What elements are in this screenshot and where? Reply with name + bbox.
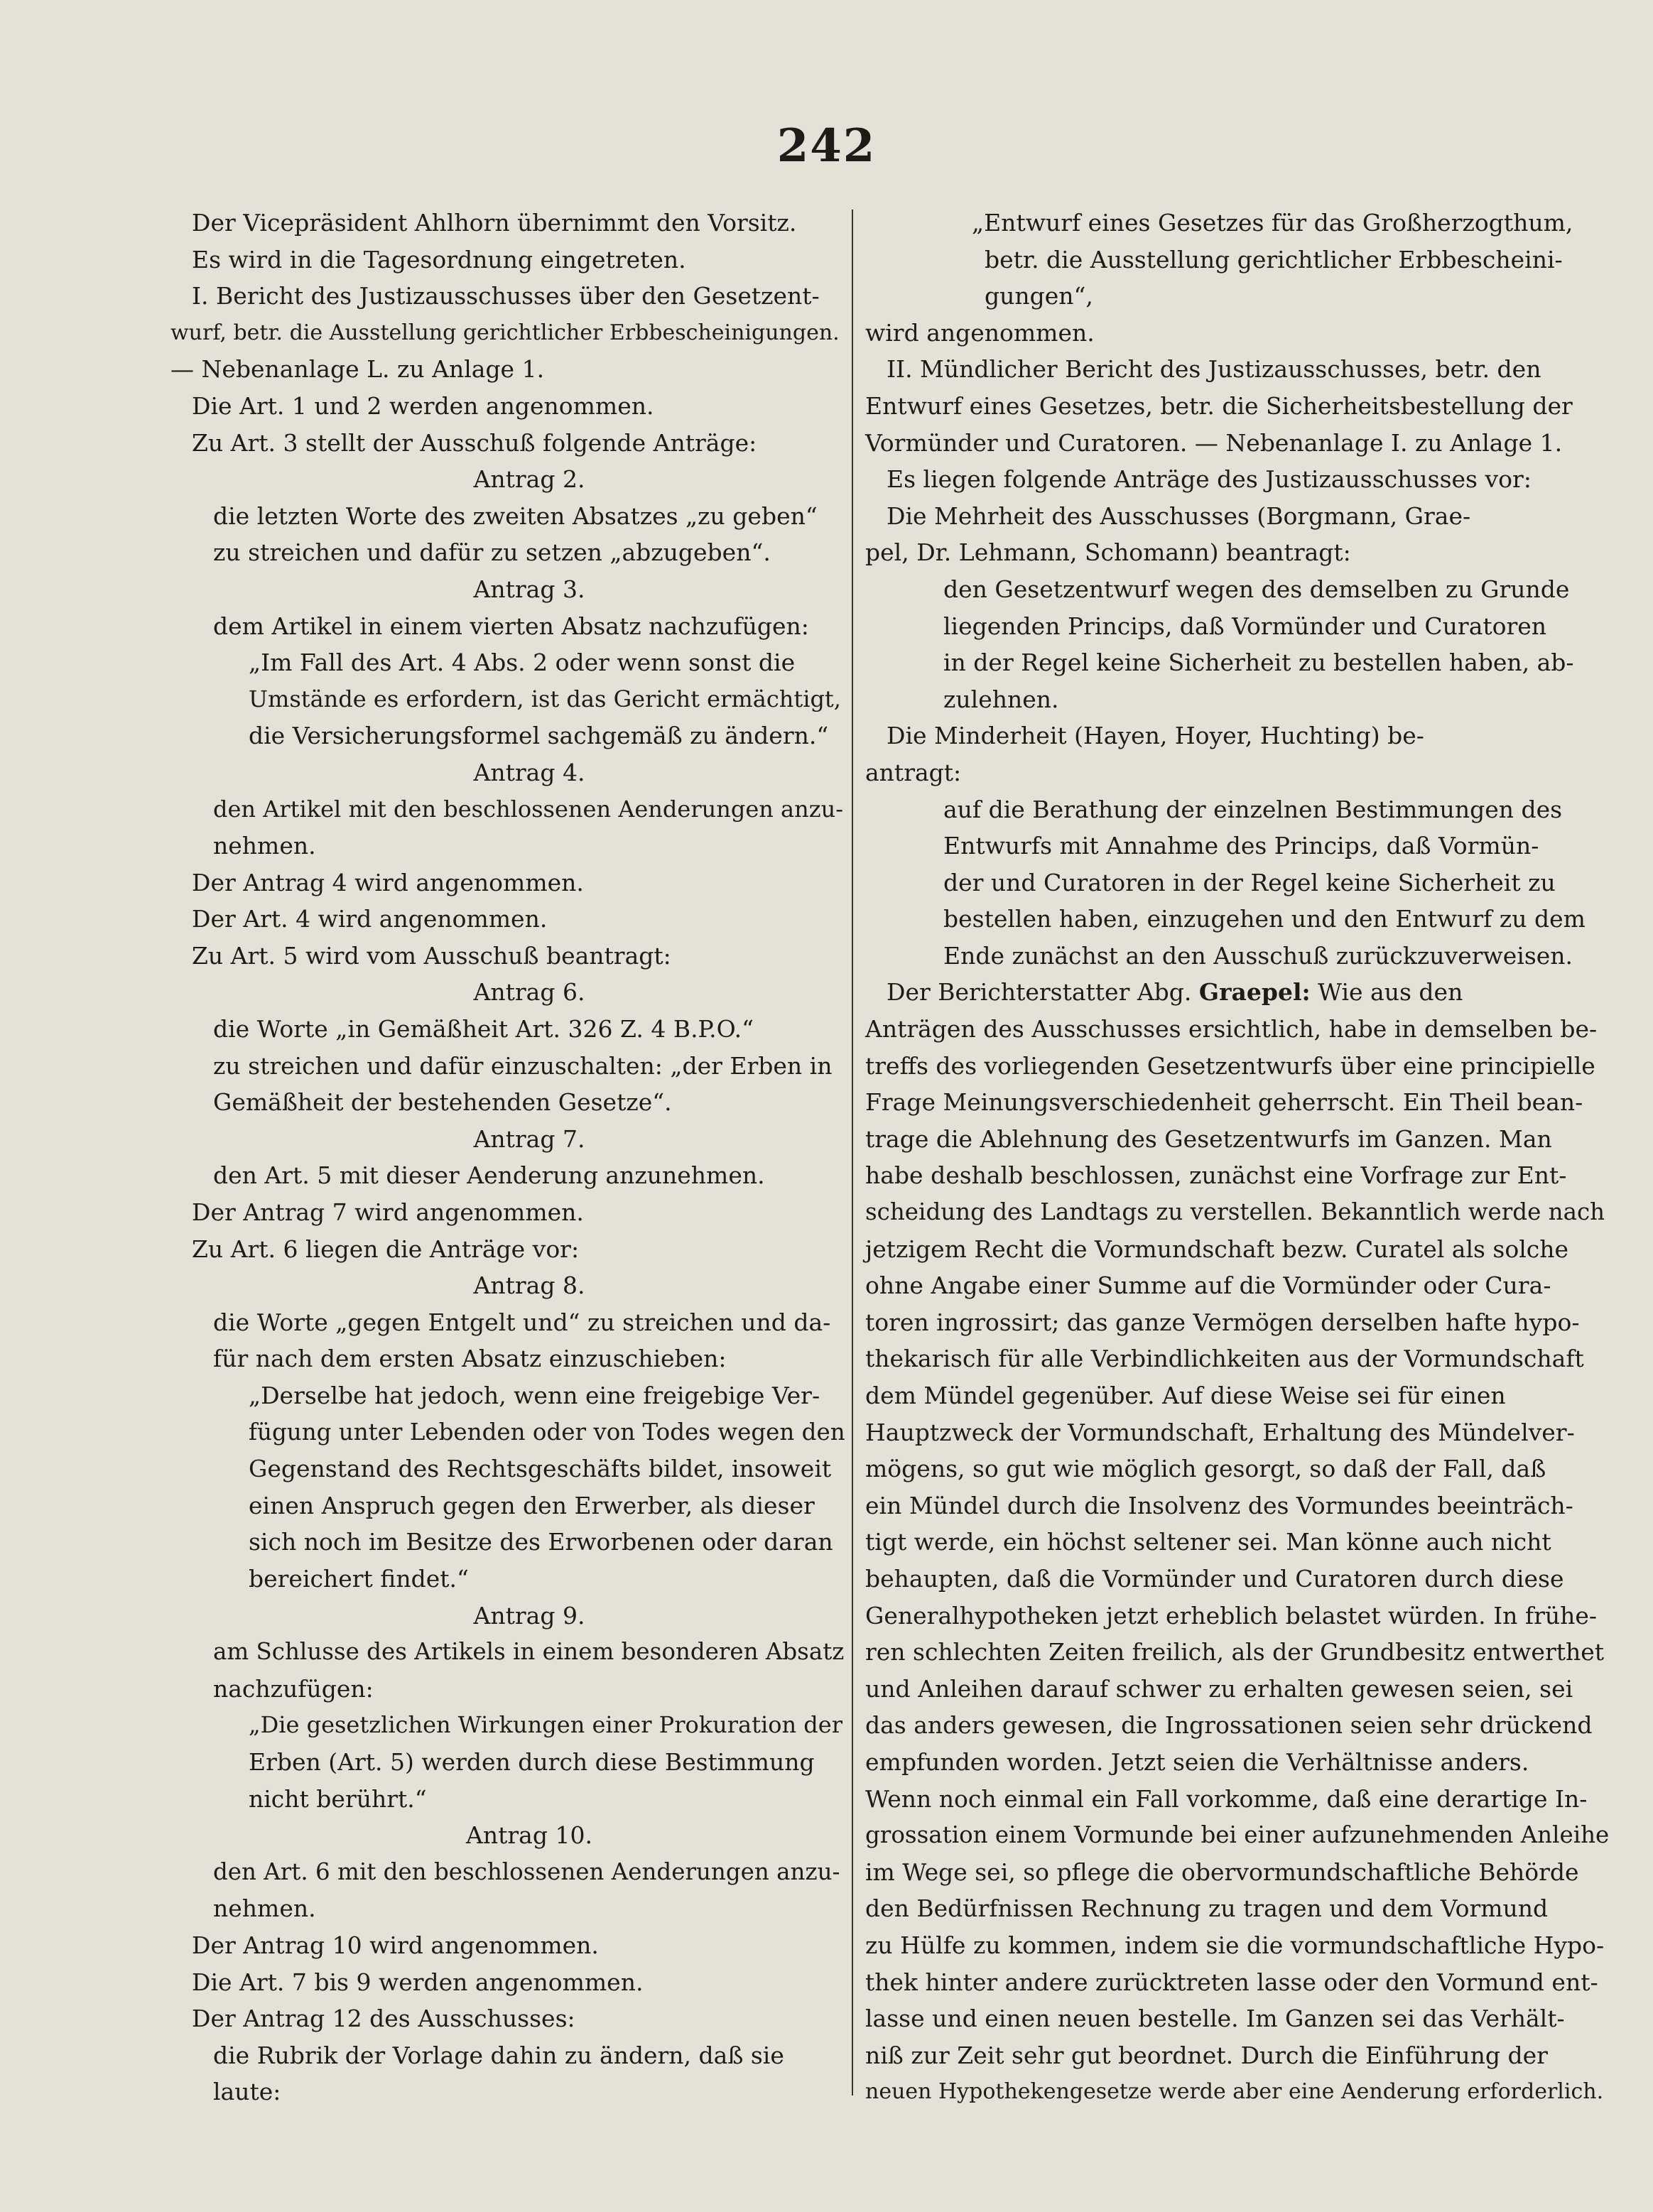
right-column-line: antragt: [865,758,962,786]
page-number: 242 [776,119,877,173]
right-column-line: und Anleihen darauf schwer zu erhalten gewesen seien, sei [865,1674,1573,1703]
left-column-line: die Worte „gegen Entgelt und“ zu streichen und da- [213,1308,831,1336]
left-column-line: Antrag 3. [473,575,585,603]
left-column-line: zu streichen und dafür einzuschalten: „der Erben in [213,1051,833,1080]
right-column-line: auf die Berathung der einzelnen Bestimmungen des [943,795,1563,823]
left-column-line: „Derselbe hat jedoch, wenn eine freigebige Ver- [249,1382,820,1409]
speaker-name: Graepel: [1198,978,1311,1007]
left-column-line: Gegenstand des Rechtsgeschäfts bildet, insoweit [249,1455,832,1483]
left-column-line: Der Vicepräsident Ahlhorn übernimmt den Vorsitz. [192,209,797,237]
left-column-line: die letzten Worte des zweiten Absatzes „zu geben“ [213,502,818,530]
right-column-line: thekarisch für alle Verbindlichkeiten aus der Vormundschaft [865,1345,1584,1373]
right-column-line: Generalhypotheken jetzt erheblich belastet würden. In frühe- [865,1601,1598,1630]
left-column-line: laute: [213,2078,281,2106]
right-column-line: thek hinter andere zurücktreten lasse oder den Vormund ent- [865,1968,1598,1996]
left-column-line: fügung unter Lebenden oder von Todes wegen den [249,1418,845,1446]
left-column-line: Antrag 7. [473,1124,585,1153]
right-column-line: im Wege sei, so pflege die obervormundschaftliche Behörde [865,1858,1579,1886]
right-column-line: ein Mündel durch die Insolvenz des Vormundes beeinträch- [865,1491,1573,1519]
left-column-line: Zu Art. 6 liegen die Anträge vor: [192,1235,580,1263]
right-column-line: in der Regel keine Sicherheit zu bestellen haben, ab- [943,649,1574,677]
left-column-line: Der Antrag 4 wird angenommen. [192,868,584,896]
left-column-line: die Versicherungsformel sachgemäß zu ändern.“ [249,722,829,750]
right-column-line: grossation einem Vormunde bei einer aufzunehmenden Anleihe [865,1821,1610,1849]
right-column-line: liegenden Princips, daß Vormünder und Curatoren [943,612,1547,640]
right-column-line: Ende zunächst an den Ausschuß zurückzuverweisen. [943,941,1573,970]
left-column-line: am Schlusse des Artikels in einem besonderen Absatz [213,1638,845,1666]
right-column-line: II. Mündlicher Bericht des Justizausschusses, betr. den [887,355,1541,384]
right-column-line: der und Curatoren in der Regel keine Sicherheit zu [943,868,1556,896]
left-column-line: Antrag 2. [473,465,585,494]
right-column-line: wird angenommen. [865,318,1095,347]
right-column-line: toren ingrossirt; das ganze Vermögen derselben hafte hypo- [865,1308,1580,1336]
left-column-line: Der Art. 4 wird angenommen. [192,905,548,933]
right-column-line: Anträgen des Ausschusses ersichtlich, habe in demselben be- [865,1015,1598,1043]
left-column-line: Antrag 6. [473,978,585,1007]
column-divider [852,210,853,2096]
right-column-line: den Bedürfnissen Rechnung zu tragen und dem Vormund [865,1894,1549,1923]
right-column-line: pel, Dr. Lehmann, Schomann) beantragt: [865,538,1351,567]
right-column-line: zulehnen. [943,685,1059,713]
right-column-line: dem Mündel gegenüber. Auf diese Weise sei für einen [865,1382,1506,1409]
right-column-line: Wenn noch einmal ein Fall vorkomme, daß eine derartige In- [865,1784,1588,1813]
right-column-line: Entwurf eines Gesetzes, betr. die Sicherheitsbestellung der [865,391,1573,420]
left-column-line: dem Artikel in einem vierten Absatz nachzufügen: [213,612,809,640]
right-column-line: Der Berichterstatter Abg. Graepel: Wie aus den [887,978,1463,1007]
left-column-line: Umstände es erfordern, ist das Gericht ermächtigt, [249,685,841,712]
right-column-line: tigt werde, ein höchst seltener sei. Man könne auch nicht [865,1528,1551,1556]
left-column-line: Die Art. 7 bis 9 werden angenommen. [192,1968,644,1996]
right-column-line: neuen Hypothekengesetze werde aber eine Aenderung erforderlich. [865,2079,1604,2105]
right-column-line: lasse und einen neuen bestelle. Im Ganzen sei das Verhält- [865,2005,1565,2033]
right-column-line: habe deshalb beschlossen, zunächst eine Vorfrage zur Ent- [865,1161,1567,1190]
right-column-line: Die Minderheit (Hayen, Hoyer, Huchting) be- [887,722,1424,750]
left-column-line: Der Antrag 12 des Ausschusses: [192,2005,575,2033]
left-column-line: Zu Art. 5 wird vom Ausschuß beantragt: [192,941,671,970]
right-column-line: ohne Angabe einer Summe auf die Vormünder oder Cura- [865,1272,1551,1300]
right-column-line: den Gesetzentwurf wegen des demselben zu Grunde [943,575,1570,603]
left-column-line: den Art. 5 mit dieser Aenderung anzunehmen. [213,1161,765,1190]
right-column-line: mögens, so gut wie möglich gesorgt, so daß der Fall, daß [865,1455,1546,1483]
left-column-line: sich noch im Besitze des Erworbenen oder daran [249,1528,833,1556]
left-column-line: Zu Art. 3 stellt der Ausschuß folgende Anträge: [192,428,757,457]
left-column-line: nehmen. [213,832,316,860]
left-column-line: einen Anspruch gegen den Erwerber, als dieser [249,1491,815,1519]
left-column [170,205,845,2110]
right-column-line: Es liegen folgende Anträge des Justizausschusses vor: [887,465,1532,494]
right-column-line: betr. die Ausstellung gerichtlicher Erbbescheini- [985,245,1563,273]
right-column-line: das anders gewesen, die Ingrossationen seien sehr drückend [865,1711,1593,1740]
right-column-line: trage die Ablehnung des Gesetzentwurfs im Ganzen. Man [865,1124,1552,1153]
left-column-line: die Worte „in Gemäßheit Art. 326 Z. 4 B.P.O.“ [213,1015,754,1043]
right-column-line: jetzigem Recht die Vormundschaft bezw. Curatel als solche [865,1235,1569,1263]
left-column-line: Antrag 8. [473,1272,585,1300]
right-column-line: Vormünder und Curatoren. — Nebenanlage I. zu Anlage 1. [865,428,1563,457]
right-column-line: empfunden worden. Jetzt seien die Verhältnisse anders. [865,1747,1529,1776]
left-column-line: zu streichen und dafür zu setzen „abzugeben“. [213,538,771,567]
left-column-line: Antrag 4. [473,758,585,786]
right-column-line: „Entwurf eines Gesetzes für das Großherzogthum, [972,209,1573,237]
right-column-line: Hauptzweck der Vormundschaft, Erhaltung des Mündelver- [865,1418,1575,1446]
left-column-line: „Die gesetzlichen Wirkungen einer Prokuration der [249,1711,842,1739]
left-column-line: Gemäßheit der bestehenden Gesetze“. [213,1088,672,1117]
right-column-line: scheidung des Landtags zu verstellen. Bekanntlich werde nach [865,1198,1605,1226]
right-column-line: behaupten, daß die Vormünder und Curatoren durch diese [865,1564,1564,1593]
left-column-line: wurf, betr. die Ausstellung gerichtlicher Erbbescheinigungen. [170,320,840,345]
right-column-line: Entwurfs mit Annahme des Princips, daß Vormün- [943,832,1539,860]
left-column-line: I. Bericht des Justizausschusses über den Gesetzent- [192,282,820,310]
left-column-line: bereichert findet.“ [249,1564,469,1593]
right-column [865,205,1611,2110]
left-column-line: nachzufügen: [213,1674,374,1703]
left-column-line: Antrag 10. [466,1821,592,1850]
right-column-line: ren schlechten Zeiten freilich, als der Grundbesitz entwerthet [865,1638,1605,1666]
left-column-line: den Art. 6 mit den beschlossenen Aenderungen anzu- [213,1858,840,1885]
right-column-line: zu Hülfe zu kommen, indem sie die vormundschaftliche Hypo- [865,1931,1605,1959]
left-column-line: nehmen. [213,1894,316,1923]
right-column-line: niß zur Zeit sehr gut beordnet. Durch die Einführung der [865,2041,1548,2069]
left-column-line: Der Antrag 10 wird angenommen. [192,1931,599,1959]
left-column-line: Antrag 9. [473,1601,585,1630]
left-column-line: für nach dem ersten Absatz einzuschieben: [213,1345,727,1373]
left-column-line: Erben (Art. 5) werden durch diese Bestimmung [249,1747,815,1776]
right-column-line: treffs des vorliegenden Gesetzentwurfs über eine principielle [865,1051,1595,1080]
left-column-line: nicht berührt.“ [249,1784,427,1813]
left-column-line: „Im Fall des Art. 4 Abs. 2 oder wenn sonst die [249,649,796,677]
left-column-line: Der Antrag 7 wird angenommen. [192,1198,584,1227]
right-column-line: gungen“, [985,282,1093,310]
right-column-line: Frage Meinungsverschiedenheit geherrscht. Ein Theil bean- [865,1088,1583,1117]
left-column-line: Es wird in die Tagesordnung eingetreten. [192,245,686,273]
left-column-line: die Rubrik der Vorlage dahin zu ändern, daß sie [213,2041,784,2069]
right-column-line: Die Mehrheit des Ausschusses (Borgmann, Grae- [887,502,1471,530]
left-column-line: — Nebenanlage L. zu Anlage 1. [170,355,545,384]
left-column-line: Die Art. 1 und 2 werden angenommen. [192,391,654,420]
left-column-line: den Artikel mit den beschlossenen Aenderungen anzu- [213,795,843,823]
right-column-line: bestellen haben, einzugehen und den Entwurf zu dem [943,905,1586,933]
